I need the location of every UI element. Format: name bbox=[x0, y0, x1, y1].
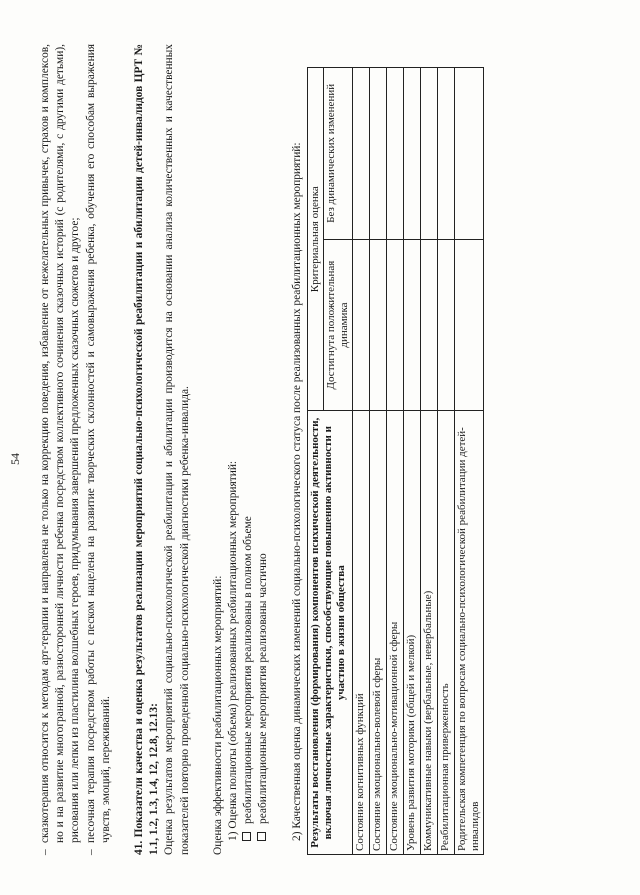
cell-positive[interactable] bbox=[369, 239, 386, 411]
table-row bbox=[454, 68, 483, 855]
row-label: Реабилитационная приверженность bbox=[437, 411, 454, 855]
checkbox-label: реабилитационные мероприятия реализованы в полном объеме bbox=[242, 516, 255, 824]
header-no-changes: Без динамических изменений bbox=[323, 68, 352, 240]
cell-positive[interactable] bbox=[437, 239, 454, 411]
cell-no-change[interactable] bbox=[437, 68, 454, 240]
dash-marker: – bbox=[84, 849, 97, 855]
cell-positive[interactable] bbox=[403, 239, 420, 411]
effectiveness-title: Оценка эффективности реабилитационных мероприятий: bbox=[211, 575, 224, 855]
row-label: Состояние эмоционально-волевой сферы bbox=[369, 411, 386, 855]
table-row bbox=[420, 68, 437, 855]
row-label: Родительская компетенция по вопросам социально-психологической реабилитации детей-инвалидов bbox=[454, 411, 483, 855]
checkbox[interactable] bbox=[257, 832, 266, 841]
checkbox[interactable] bbox=[242, 832, 251, 841]
row-label: Коммуникативные навыки (вербальные, невербальные) bbox=[420, 411, 437, 855]
cell-positive[interactable] bbox=[386, 239, 403, 411]
section-heading: 41. Показатели качества и оценка результатов реализации мероприятий социально-психологической реабилитации и абилитации детей-инвалидов ЦРТ № 1.1, 1.2, 1.3, 1.4, 12, 12.8, 12.13: bbox=[133, 44, 161, 855]
page-number: 54 bbox=[8, 453, 22, 465]
cell-no-change[interactable] bbox=[386, 68, 403, 240]
dash-marker: – bbox=[39, 849, 51, 855]
cell-positive[interactable] bbox=[420, 239, 437, 411]
section-paragraph: Оценка результатов мероприятий социально-психологической реабилитации и абилитации производится на основании анализа количественных и качественных показателей повторно проведенной социально-психологической диагностики ребенка-инвалида. bbox=[163, 44, 191, 855]
effectiveness-item-1: 1) Оценка полноты (объема) реализованных реабилитационных мероприятий: bbox=[227, 460, 240, 841]
header-criteria: Критериальная оценка bbox=[307, 68, 323, 411]
cell-no-change[interactable] bbox=[420, 68, 437, 240]
table-row bbox=[403, 68, 420, 855]
checkbox-label: реабилитационные мероприятия реализованы частично bbox=[257, 553, 270, 824]
bullet-text: сказкотерапия относится к методам арт-терапии и направлена не только на коррекцию поведения, избавление от нежелательных привычек, страхов и комплексов, но и на развитие многогранной, разносторонней личности ребенка посредством коллективного сочинения сказочных историй (с родителями, с другими детьми), рисования или лепки из пластилина волшебных героев, придумывания завершений предложенных сказочных сюжетов и другое; bbox=[39, 44, 82, 843]
table-row bbox=[386, 68, 403, 855]
table-row bbox=[437, 68, 454, 855]
checkbox-row-partial bbox=[256, 44, 271, 855]
row-label: Состояние когнитивных функций bbox=[352, 411, 369, 855]
bullet-sand-therapy bbox=[84, 44, 114, 855]
cell-no-change[interactable] bbox=[369, 68, 386, 240]
bullet-text: песочная терапия посредством работы с песком нацелена на развитие творческих склонностей и самовыражения ребенка, обучения его способам выражения чувств, эмоций, переживаний. bbox=[84, 44, 112, 843]
results-table bbox=[307, 67, 484, 855]
cell-positive[interactable] bbox=[454, 239, 483, 411]
bullet-fairy-tale-therapy bbox=[38, 44, 84, 855]
header-positive-dynamics: Достигнута положительная динамика bbox=[323, 239, 352, 411]
cell-no-change[interactable] bbox=[403, 68, 420, 240]
checkbox-row-full bbox=[241, 44, 256, 855]
row-label: Состояние эмоционально-мотивационной сферы bbox=[386, 411, 403, 855]
row-label: Уровень развития моторики (общей и мелкой) bbox=[403, 411, 420, 855]
therapy-bullets bbox=[38, 44, 114, 855]
table-row bbox=[369, 68, 386, 855]
effectiveness-item-2: 2) Качественная оценка динамических изменений социально-психологического статуса после реализованных реабилитационных мероприятий: bbox=[290, 142, 303, 841]
cell-no-change[interactable] bbox=[454, 68, 483, 240]
cell-no-change[interactable] bbox=[352, 68, 369, 240]
table-row bbox=[352, 68, 369, 855]
cell-positive[interactable] bbox=[352, 239, 369, 411]
header-results: Результаты восстановления (формирования) компонентов психической деятельности, включая личностные характеристики, способствующие повышению активности и участию в жизни общества bbox=[307, 411, 352, 855]
